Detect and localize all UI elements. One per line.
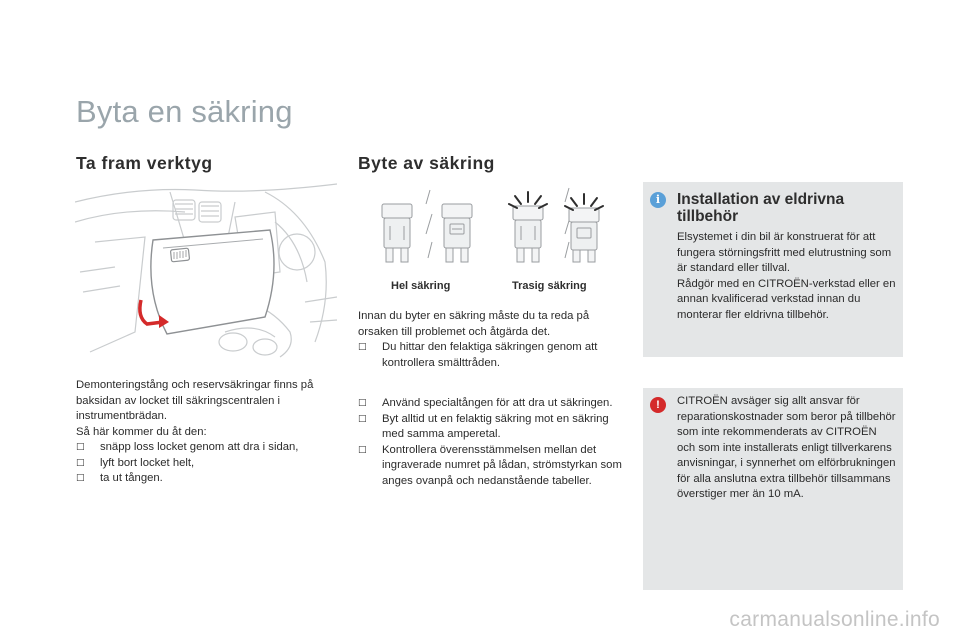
page-title: Byta en säkring xyxy=(76,94,293,129)
section-heading-tools: Ta fram verktyg xyxy=(76,153,213,173)
tools-intro: Demonteringstång och reservsäkringar finns på baksidan av locket till säkringscentralen i instrumentbrädan. xyxy=(76,379,314,422)
tools-lead: Så här kommer du åt den: xyxy=(76,425,207,438)
fuse-steps-a xyxy=(358,340,626,371)
good-fuse-drawing xyxy=(372,186,476,264)
info-panel xyxy=(643,182,903,357)
info-panel-text-1: Elsystemet i din bil är konstruerat för att fungera störningsfritt med elutrustning som är standard eller tillval. xyxy=(677,231,892,274)
dashboard-drawing xyxy=(75,182,337,365)
info-panel-body xyxy=(677,230,897,323)
fuse-good-illustration xyxy=(372,186,476,264)
warning-panel-text: CITROËN avsäger sig allt ansvar för reparationskostnader som beror på tillbehör som inte rekommenderats av CITROËN och som inte installerats enligt tillverkarens anvisningar, i synnerhet om elförbrukningen för alla anslutna extra tillbehör tillsammans överstiger mer än 10 mA. xyxy=(677,395,896,500)
fuse-broken-caption: Trasig säkring xyxy=(512,280,587,292)
list-item: □ lyft bort locket helt, xyxy=(76,456,338,472)
dashboard-illustration xyxy=(75,182,337,365)
list-item: □ snäpp loss locket genom att dra i sidan, xyxy=(76,440,338,456)
fuse-good-caption: Hel säkring xyxy=(391,280,451,292)
section-heading-fuse-replacement: Byte av säkring xyxy=(358,153,495,173)
tools-steps-list xyxy=(76,440,338,487)
info-icon: i xyxy=(650,192,666,208)
fuse-steps-b xyxy=(358,396,626,489)
info-panel-title: Installation av eldrivna tillbehör xyxy=(677,191,845,225)
list-item: □ Du hittar den felaktiga säkringen genom att kontrollera smälttråden. xyxy=(358,340,626,371)
fuse-intro: Innan du byter en säkring måste du ta reda på orsaken till problemet och åtgärda det. xyxy=(358,310,590,338)
fuse-intro-block xyxy=(358,309,626,371)
list-item: □ ta ut tången. xyxy=(76,471,338,487)
warning-icon: ! xyxy=(650,397,666,413)
warning-panel xyxy=(643,388,903,590)
list-item: □ Använd specialtången för att dra ut säkringen. xyxy=(358,396,626,412)
fuse-broken-illustration xyxy=(505,184,605,264)
tools-text xyxy=(76,378,338,487)
broken-fuse-drawing xyxy=(505,184,605,264)
watermark: carmanualsonline.info xyxy=(729,608,940,631)
fuse-steps-block xyxy=(358,396,626,489)
list-item: □ Kontrollera överensstämmelsen mellan det ingraverade numret på lådan, strömstyrkan som anges ovanpå och nedanstående tabeller. xyxy=(358,443,626,490)
list-item: □ Byt alltid ut en felaktig säkring mot en säkring med samma amperetal. xyxy=(358,412,626,443)
info-panel-text-2: Rådgör med en CITROËN-verkstad eller en annan kvalificerad verkstad innan du monterar fler eldrivna tillbehör. xyxy=(677,277,896,321)
